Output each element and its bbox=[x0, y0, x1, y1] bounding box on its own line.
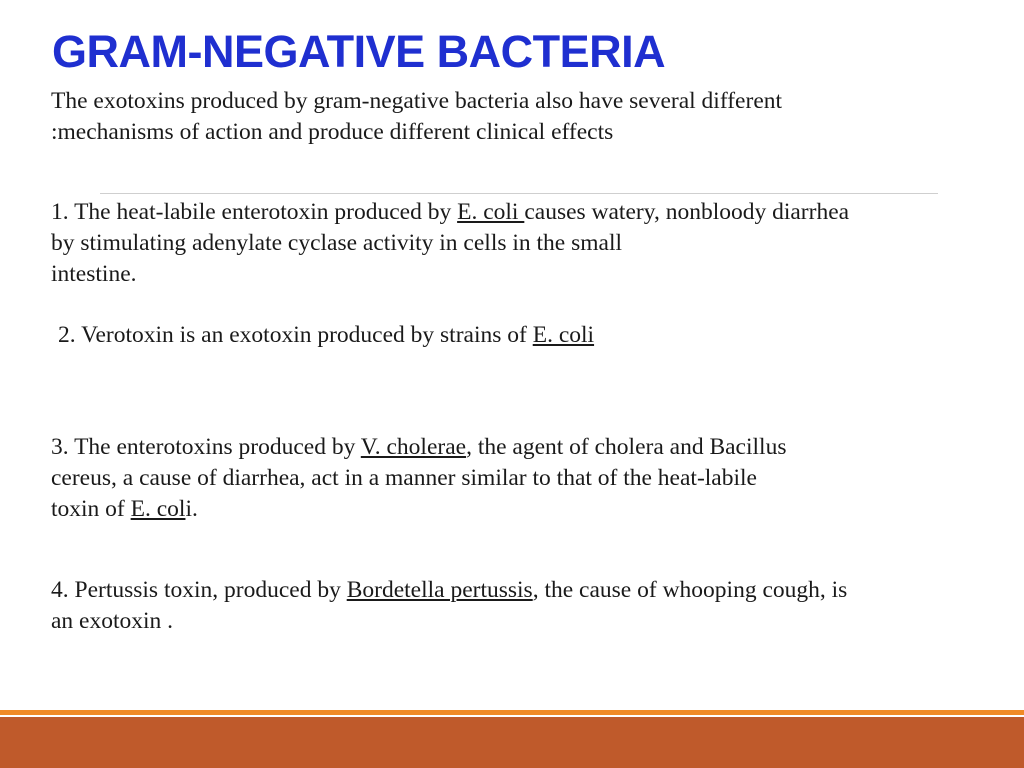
point-3-text-a: 3. The enterotoxins produced by bbox=[51, 434, 361, 460]
e-coli-link[interactable]: E. coli bbox=[457, 199, 525, 225]
point-1-text-a: 1. The heat-labile enterotoxin produced by bbox=[51, 199, 458, 225]
divider-line bbox=[100, 193, 938, 194]
point-1-line-3: intestine. bbox=[51, 261, 137, 287]
point-3-text-b: , the agent of cholera and Bacillus bbox=[466, 434, 787, 460]
intro-paragraph bbox=[51, 86, 1011, 148]
point-1-paragraph bbox=[51, 197, 1023, 290]
footer-accent-line bbox=[0, 710, 1024, 715]
point-2-paragraph bbox=[58, 320, 1024, 351]
footer-bar bbox=[0, 717, 1024, 768]
point-3-paragraph bbox=[51, 432, 1023, 525]
point-1-line-2: by stimulating adenylate cyclase activity in cells in the small bbox=[51, 230, 623, 256]
slide-title: GRAM-NEGATIVE BACTERIA bbox=[52, 26, 666, 77]
point-3-line-3-b: i. bbox=[185, 496, 198, 522]
point-2-text-a: 2. Verotoxin is an exotoxin produced by strains of bbox=[58, 322, 533, 348]
point-4-line-2: an exotoxin . bbox=[51, 608, 174, 634]
point-3-line-3-a: toxin of bbox=[51, 496, 131, 522]
e-coli-link[interactable]: E. coli bbox=[532, 322, 595, 348]
v-cholerae-link[interactable]: V. cholerae bbox=[360, 434, 467, 460]
point-1-text-b: causes watery, nonbloody diarrhea bbox=[524, 199, 850, 225]
e-coli-link[interactable]: E. col bbox=[130, 496, 186, 522]
point-4-text-a: 4. Pertussis toxin, produced by bbox=[51, 577, 347, 603]
point-4-text-b: , the cause of whooping cough, is bbox=[532, 577, 848, 603]
point-3-line-2: cereus, a cause of diarrhea, act in a manner similar to that of the heat-labile bbox=[51, 465, 757, 491]
intro-line-1: The exotoxins produced by gram-negative bacteria also have several different bbox=[51, 88, 783, 114]
intro-line-2: :mechanisms of action and produce different clinical effects bbox=[51, 119, 614, 145]
bordetella-pertussis-link[interactable]: Bordetella pertussis bbox=[346, 577, 533, 603]
point-4-paragraph bbox=[51, 575, 1023, 637]
